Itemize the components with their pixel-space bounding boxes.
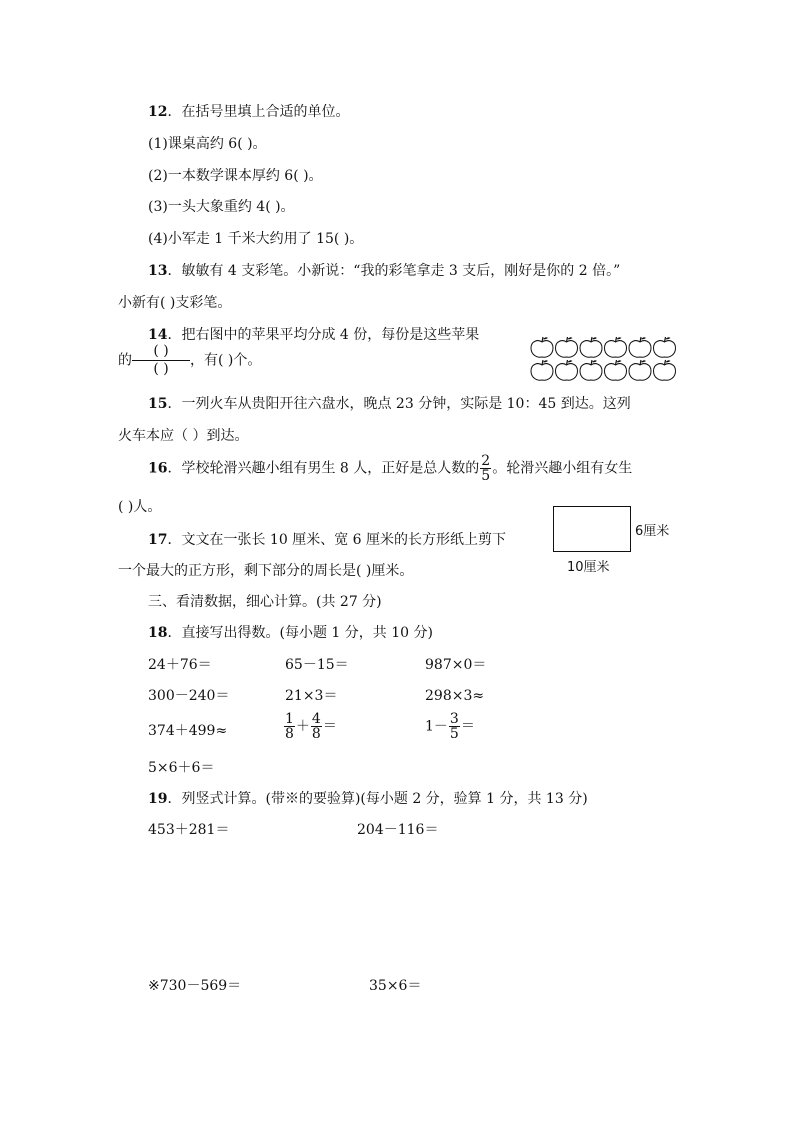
minuend: 1－ xyxy=(425,718,448,735)
q16-line-2: ( )人。 xyxy=(118,499,162,515)
q18-expr-4-1: 5×6＋6＝ xyxy=(148,760,215,776)
q13-stem xyxy=(148,261,620,281)
equals-sign: ＝ xyxy=(460,718,475,735)
q18-expr-2-1: 300－240＝ xyxy=(148,688,230,704)
q18-number: 18 xyxy=(148,625,168,641)
q14-prefix: 的 xyxy=(118,352,132,369)
q18-expr-1-1: 24＋76＝ xyxy=(148,657,212,673)
q18-expr-3-2 xyxy=(283,712,337,741)
q15-text: ．一列火车从贵阳开往六盘水，晚点 23 分钟，实际是 10：45 到达。这列 xyxy=(167,396,631,412)
fraction-denominator: 8 xyxy=(311,726,321,742)
apple-icon xyxy=(556,360,578,380)
rectangle-length-label: 10厘米 xyxy=(567,560,610,575)
fraction xyxy=(311,712,322,741)
q19-expr-2-1: ※730－569＝ xyxy=(148,978,242,994)
rectangle-figure xyxy=(551,502,679,574)
q12-item-3: (3)一头大象重约 4( )。 xyxy=(148,199,295,215)
q12-item-4: (4)小军走 1 千米大约用了 15( )。 xyxy=(148,231,364,247)
q19-stem xyxy=(148,789,588,809)
q12-text: ．在括号里填上合适的单位。 xyxy=(167,104,350,120)
q17-line-2: 一个最大的正方形，剩下部分的周长是( )厘米。 xyxy=(118,563,414,579)
q12-item-1: (1)课桌高约 6( )。 xyxy=(148,136,267,152)
apple-icon xyxy=(531,360,553,380)
apple-icon xyxy=(629,337,651,357)
q15-number: 15 xyxy=(148,396,168,412)
q15-stem xyxy=(148,394,631,414)
q17-stem xyxy=(148,530,506,550)
equals-sign: ＝ xyxy=(322,718,337,735)
q13-text: ．敏敏有 4 支彩笔。小新说：“我的彩笔拿走 3 支后，刚好是你的 2 倍。” xyxy=(167,263,621,279)
plus-operator: ＋ xyxy=(295,718,310,735)
apple-icon xyxy=(580,337,602,357)
q19-expr-2-2: 35×6＝ xyxy=(369,978,422,994)
q14-stem xyxy=(148,325,479,345)
apple-icon xyxy=(629,360,651,380)
q18-expr-1-3: 987×0＝ xyxy=(425,657,487,673)
apple-icon xyxy=(605,337,627,357)
q14-text: ．把右图中的苹果平均分成 4 份，每份是这些苹果 xyxy=(167,327,480,343)
fraction xyxy=(284,712,295,741)
q16-text-before: ．学校轮滑兴趣小组有男生 8 人，正好是总人数的 xyxy=(167,460,480,477)
q16-fraction-denominator: 5 xyxy=(481,468,491,484)
q18-expr-3-3 xyxy=(425,712,475,741)
q18-expr-2-2: 21×3＝ xyxy=(285,688,338,704)
q12-stem xyxy=(148,102,349,122)
q16-fraction-numerator: 2 xyxy=(481,453,491,469)
q19-expr-1-1: 453＋281＝ xyxy=(148,822,230,838)
section-3-heading: 三、看清数据，细心计算。(共 27 分) xyxy=(148,594,382,610)
q13-number: 13 xyxy=(148,263,168,279)
apple-icon xyxy=(580,360,602,380)
q14-number: 14 xyxy=(148,327,168,343)
q19-number: 19 xyxy=(148,791,168,807)
q12-number: 12 xyxy=(148,104,168,120)
q13-line-2: 小新有( )支彩笔。 xyxy=(118,295,232,311)
q16-fraction xyxy=(480,454,491,483)
fraction-denominator: 5 xyxy=(449,726,459,742)
q16-stem xyxy=(148,454,632,483)
rectangle-shape xyxy=(553,506,631,552)
q18-expr-2-3: 298×3≈ xyxy=(425,688,485,704)
q12-item-2: (2)一本数学课本厚约 6( )。 xyxy=(148,168,323,184)
q14-suffix: ，有( )个。 xyxy=(190,352,262,369)
q18-text: ．直接写出得数。(每小题 1 分，共 10 分) xyxy=(167,625,433,641)
q16-text-after: 。轮滑兴趣小组有女生 xyxy=(492,460,633,477)
apple-icon xyxy=(531,337,553,357)
q19-text: ．列竖式计算。(带※的要验算)(每小题 2 分，验算 1 分，共 13 分) xyxy=(167,791,588,807)
q18-expr-1-2: 65－15＝ xyxy=(285,657,349,673)
fraction-numerator: 3 xyxy=(449,711,459,727)
q14-blank-numerator: ( ) xyxy=(132,343,190,361)
apple-icon xyxy=(654,360,676,380)
q14-blank-fraction xyxy=(132,343,190,378)
apples-figure xyxy=(530,335,676,383)
q14-blank-denominator: ( ) xyxy=(153,361,169,377)
fraction-numerator: 1 xyxy=(285,711,294,727)
q18-expr-3-1: 374＋499≈ xyxy=(148,723,228,739)
q14-line-2 xyxy=(118,343,261,378)
rectangle-width-label: 6厘米 xyxy=(635,524,670,539)
fraction-numerator: 4 xyxy=(311,711,321,727)
q17-number: 17 xyxy=(148,532,168,548)
fraction-denominator: 8 xyxy=(285,726,294,742)
q17-text: ．文文在一张长 10 厘米、宽 6 厘米的长方形纸上剪下 xyxy=(167,532,507,548)
q15-line-2: 火车本应（ ）到达。 xyxy=(118,428,249,444)
apple-icon xyxy=(654,337,676,357)
q16-number: 16 xyxy=(148,460,168,477)
apple-icon xyxy=(556,337,578,357)
apple-icon xyxy=(605,360,627,380)
q19-expr-1-2: 204－116＝ xyxy=(357,822,439,838)
q18-stem xyxy=(148,623,433,643)
fraction xyxy=(449,712,460,741)
